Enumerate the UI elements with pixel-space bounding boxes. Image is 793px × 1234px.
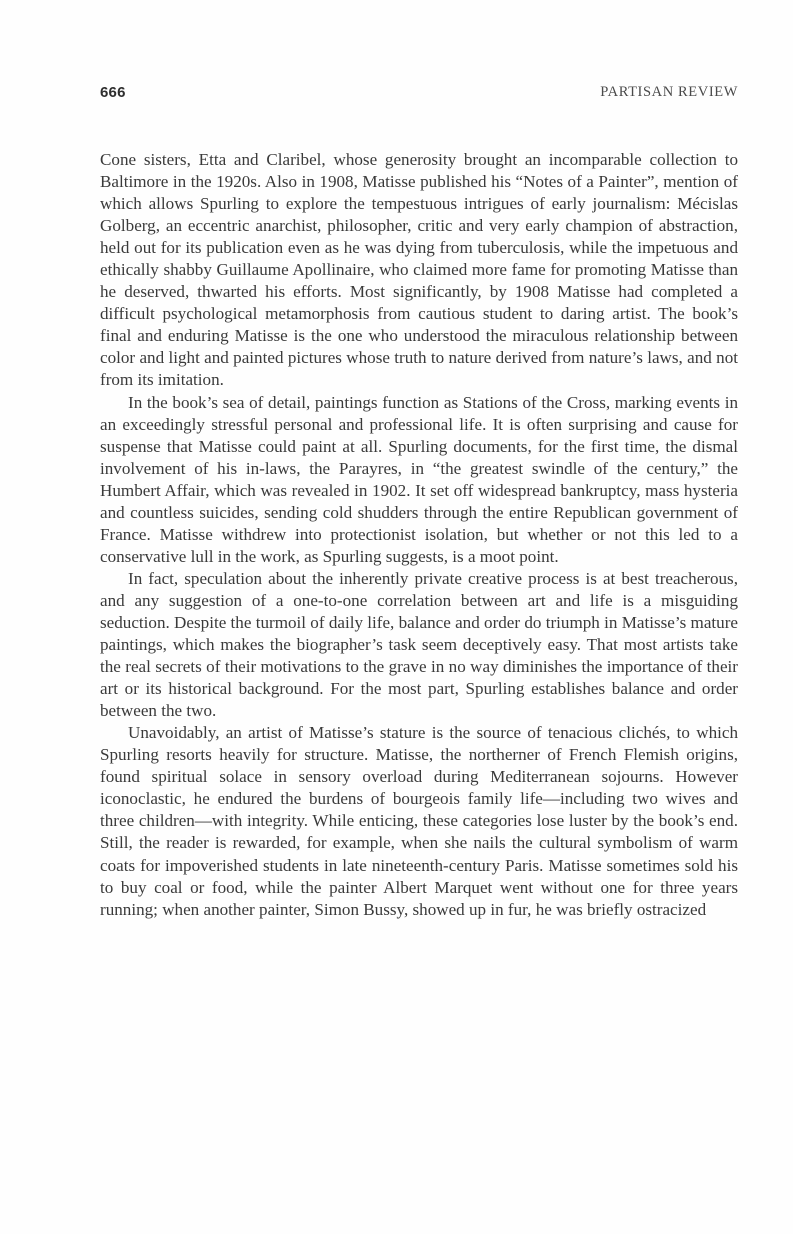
paragraph: In fact, speculation about the inherently private creative process is at best treacherous, and any suggestion of a one-to-one correlation between art and life is a misguiding seduction. Despite the turmoil of daily life, balance and order do triumph in Matisse’s mature paintings, which makes the biographer’s task seem deceptively easy. That most artists take the real secrets of their motivations to the grave in no way diminishes the importance of their art or its historical background. For the most part, Spurling establishes balance and order between the two. [100, 568, 739, 721]
paragraph-continued: Cone sisters, Etta and Claribel, whose generosity brought an incomparable collection to Baltimore in the 1920s. Also in 1908, Matisse published his “Notes of a Painter”, mention of which allows Spurling to explore the tempestuous intrigues of early journalism: Mécislas Golberg, an eccentric anarchist, philosopher, critic and very early champion of abstraction, held out for its publication even as he was dying from tuberculosis, while the impetuous and ethically shabby Guillaume Apollinaire, who claimed more fame for promoting Matisse than he deserved, thwarted his efforts. Most significantly, by 1908 Matisse had completed a difficult psychological metamorphosis from cautious student to daring artist. The book’s final and enduring Matisse is the one who understood the miraculous relationship between color and light and painted pictures whose truth to nature derived from nature’s laws, and not from its imitation. [100, 150, 738, 390]
article-body [100, 149, 738, 921]
paragraph: In the book’s sea of detail, paintings function as Stations of the Cross, marking events in an exceedingly stressful personal and professional life. It is often surprising and cause for suspense that Matisse could paint at all. Spurling documents, for the first time, the dismal involvement of his in-laws, the Parayres, in “the greatest swindle of the century,” the Humbert Affair, which was revealed in 1902. It set off widespread bankruptcy, mass hysteria and countless suicides, sending cold shudders through the entire Republican government of France. Matisse withdrew into protectionist isolation, but whether or not this led to a conservative lull in the work, as Spurling suggests, is a moot point. [100, 392, 738, 566]
paragraph: Unavoidably, an artist of Matisse’s stature is the source of tenacious clichés, to which Spurling resorts heavily for structure. Matisse, the northerner of French Flemish origins, found spiritual solace in sensory overload during Mediterranean sojourns. However iconoclastic, he endured the burdens of bourgeois family life—including two wives and three children—with integrity. While enticing, these categories lose luster by the book’s end. Still, the reader is rewarded, for example, when she nails the cultural symbolism of warm coats for impoverished students in late nineteenth-century Paris. Matisse sometimes sold his to buy coal or food, while the painter Albert Marquet went without one for three years running; when another painter, Simon Bussy, showed up in fur, he was briefly ostracized [100, 723, 738, 919]
page-header [100, 84, 738, 106]
running-head: PARTISAN REVIEW [600, 84, 738, 100]
page-number: 666 [100, 84, 126, 101]
